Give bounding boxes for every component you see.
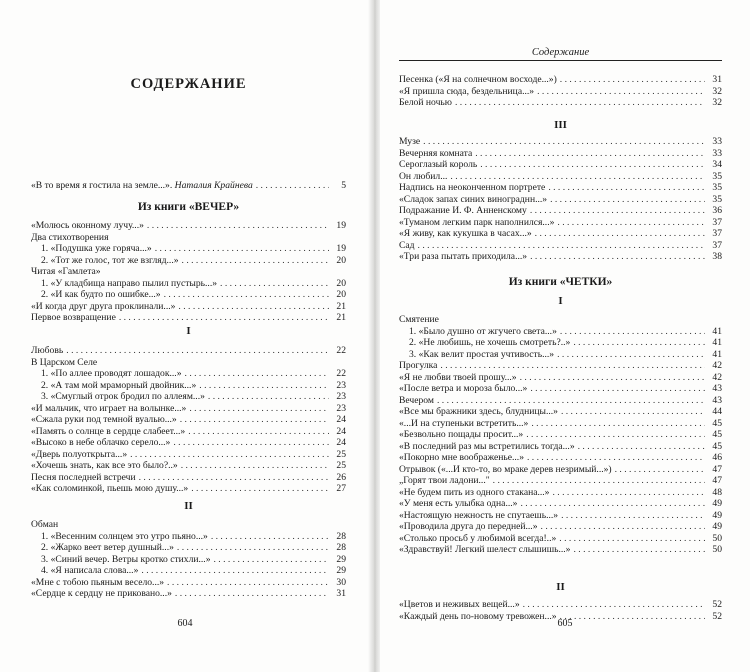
toc-entry <box>399 521 722 533</box>
toc-entry-page: 52 <box>712 610 722 622</box>
toc-entry <box>399 314 722 326</box>
dot-leader <box>208 391 329 403</box>
toc-entry <box>399 148 722 160</box>
toc-entry-title: «Молюсь оконному лучу...» <box>31 220 144 231</box>
dot-leader <box>119 312 329 324</box>
toc-entry-page: 31 <box>712 74 722 85</box>
toc-entry-page: 24 <box>336 414 346 425</box>
toc-entry-page: 43 <box>712 394 722 406</box>
toc-entry-title: «У меня есть улыбка одна...» <box>399 498 518 509</box>
toc-entry-title: Он любил... <box>399 170 448 182</box>
dot-leader <box>141 565 329 577</box>
toc-entry-title: Первое возвращение <box>31 312 116 323</box>
dot-leader <box>541 521 705 533</box>
dot-leader <box>180 414 329 426</box>
dot-leader <box>130 449 329 461</box>
dot-leader <box>527 452 705 464</box>
dot-leader <box>493 475 705 487</box>
toc-entry <box>31 368 346 380</box>
toc-entry-title: „Горят твои ладони..." <box>399 475 490 486</box>
toc-entry <box>31 542 346 554</box>
toc-entry <box>31 301 346 313</box>
dot-leader <box>573 337 705 349</box>
toc-entry <box>399 510 722 522</box>
toc-entry-page: 35 <box>712 182 722 193</box>
part-heading: I <box>558 295 563 307</box>
running-head: Содержание <box>399 47 722 61</box>
toc-entry-page: 30 <box>336 576 346 588</box>
dot-leader <box>573 544 705 556</box>
toc-entry-title: 1. «Весенним солнцем это утро пьяно...» <box>41 530 208 542</box>
dot-leader <box>214 554 330 566</box>
toc-entry-page: 42 <box>712 360 722 371</box>
toc-entry <box>399 228 722 240</box>
toc-entry <box>399 159 722 171</box>
toc-entry-title: Надпись на неоконченном портрете <box>399 182 546 193</box>
toc-entry-title: «И когда друг друга проклинали...» <box>31 300 176 312</box>
toc-entry <box>31 483 346 495</box>
dot-leader <box>560 326 705 338</box>
toc-entry-page: 35 <box>712 193 722 205</box>
toc-entry-title: «После ветра и мороза было...» <box>399 383 528 394</box>
dot-leader <box>185 368 329 380</box>
toc-entry-page: 23 <box>336 391 346 402</box>
dot-leader <box>175 588 329 600</box>
toc-entry-title: Песня последней встречи <box>31 471 136 483</box>
toc-entry-page: 19 <box>336 220 346 231</box>
toc-entry-page: 50 <box>712 532 722 544</box>
dot-leader <box>578 441 705 453</box>
toc-entry-page: 47 <box>712 463 722 475</box>
toc-entry-page: 33 <box>712 136 722 147</box>
toc-entry <box>31 403 346 415</box>
toc-entry <box>31 266 346 278</box>
dot-leader <box>423 136 705 148</box>
dot-leader <box>520 498 705 510</box>
toc-entry-page: 46 <box>712 452 722 463</box>
toc-entry <box>399 349 722 361</box>
toc-entry <box>31 531 346 543</box>
toc-entry-title: 2. «Жарко веет ветер душный...» <box>41 542 174 553</box>
toc-entry <box>31 554 346 566</box>
toc-entry-title: «Три раза пытать приходила...» <box>399 251 528 262</box>
toc-entry <box>399 136 722 148</box>
dot-leader <box>191 483 329 495</box>
toc-entry <box>399 171 722 183</box>
toc-entry-page: 49 <box>712 498 722 509</box>
dot-leader <box>557 349 705 361</box>
toc-entry-page: 19 <box>336 243 346 254</box>
dot-leader <box>189 403 329 415</box>
toc-entry-title: «Сладок запах синих винограднн...» <box>399 193 548 205</box>
toc-list-left-c <box>31 519 346 600</box>
toc-entry-page: 32 <box>712 85 722 97</box>
toc-entry-page: 36 <box>712 205 722 216</box>
toc-entry-title: Белой ночью <box>399 97 452 108</box>
toc-entry-title: Музе <box>399 136 421 147</box>
toc-entry-title: Прогулка <box>399 360 438 371</box>
intro-page: 5 <box>341 180 346 191</box>
toc-entry-title: Смятение <box>399 314 439 325</box>
dot-leader <box>199 380 329 392</box>
toc-entry <box>31 460 346 472</box>
dot-leader <box>530 383 705 395</box>
part-heading: II <box>184 500 193 512</box>
intro-entry <box>31 180 346 192</box>
dot-leader <box>480 159 705 171</box>
toc-entry <box>399 360 722 372</box>
toc-entry-title: «Цветов и неживых вещей...» <box>399 599 520 610</box>
toc-entry-page: 33 <box>712 147 722 159</box>
toc-entry-page: 31 <box>336 588 346 599</box>
toc-entry <box>31 345 346 357</box>
intro-author: Наталия Крайнева <box>174 180 253 191</box>
toc-entry-title: «Все мы бражники здесь, блудницы...» <box>399 406 558 417</box>
dot-leader <box>139 472 329 484</box>
dot-leader <box>560 74 705 86</box>
toc-entry <box>31 289 346 301</box>
dot-leader <box>537 86 705 98</box>
toc-list-right-c <box>399 314 722 556</box>
toc-entry <box>399 337 722 349</box>
toc-entry <box>399 205 722 217</box>
dot-leader <box>561 406 705 418</box>
toc-entry-title: «Я не любви твоей прошу...» <box>399 371 517 383</box>
toc-entry <box>399 251 722 263</box>
part-heading: III <box>554 119 567 131</box>
part-heading: II <box>556 581 565 593</box>
toc-entry-page: 25 <box>336 460 346 471</box>
toc-entry-title: 2. «И как будто по ошибке...» <box>41 289 161 300</box>
toc-entry <box>31 565 346 577</box>
toc-entry-page: 35 <box>712 170 722 182</box>
dot-leader <box>164 289 329 301</box>
toc-entry <box>399 464 722 476</box>
toc-entry-title: Песенка («Я на солнечном восходе...») <box>399 74 557 85</box>
toc-entry-title: «Как соломинкой, пьешь мою душу...» <box>31 483 189 494</box>
toc-entry <box>399 74 722 86</box>
toc-entry-title: 3. «Смуглый отрок бродил по аллеям...» <box>41 391 205 402</box>
toc-entry-page: 41 <box>712 337 722 348</box>
toc-entry <box>399 240 722 252</box>
toc-entry-page: 41 <box>712 325 722 337</box>
toc-entry <box>399 194 722 206</box>
toc-entry-title: Вечером <box>399 394 434 406</box>
dot-leader <box>155 243 329 255</box>
toc-entry-title: «Здравствуй! Легкий шелест слышишь...» <box>399 544 571 555</box>
toc-entry <box>31 357 346 369</box>
toc-entry <box>399 86 722 98</box>
toc-entry <box>399 599 722 611</box>
toc-entry <box>31 312 346 324</box>
toc-entry-title: Отрывок («...И кто-то, во мраке дерев незримый...») <box>399 463 612 475</box>
toc-entry-title: «Покорно мне воображенье...» <box>399 452 524 463</box>
toc-entry-title: Читая «Гамлета» <box>31 266 101 277</box>
toc-entry-title: «Не будем пить из одного стакана...» <box>399 486 550 498</box>
toc-list-left-a <box>31 220 346 324</box>
toc-entry-page: 37 <box>712 228 722 239</box>
dot-leader <box>557 217 705 229</box>
toc-entry <box>31 414 346 426</box>
toc-entry-title: «Я пришла сюда, бездельница...» <box>399 85 535 97</box>
toc-entry-page: 21 <box>336 300 346 312</box>
toc-entry <box>399 475 722 487</box>
toc-entry <box>31 449 346 461</box>
toc-entry-title: «Настоящую нежность не спутаешь...» <box>399 509 559 521</box>
toc-entry-page: 45 <box>712 429 722 440</box>
dot-leader <box>450 171 705 183</box>
toc-entry-title: «И мальчик, что играет на волынке...» <box>31 402 187 414</box>
dot-leader <box>520 372 705 384</box>
dot-leader <box>531 418 705 430</box>
toc-entry-title: 1. «Подушка уже горяча...» <box>41 243 152 254</box>
toc-entry-title: Два стихотворения <box>31 231 109 243</box>
toc-entry-title: «Сжала руки под темной вуалью...» <box>31 414 177 425</box>
dot-leader <box>535 228 705 240</box>
toc-entry-title: 1. «Было душно от жгучего света...» <box>409 325 557 337</box>
dot-leader <box>167 577 329 589</box>
dot-leader <box>66 345 329 357</box>
toc-entry-page: 52 <box>712 599 722 610</box>
toc-entry-page: 48 <box>712 486 722 498</box>
toc-entry <box>31 426 346 438</box>
right-page <box>380 0 750 672</box>
toc-entry <box>399 97 722 109</box>
toc-entry <box>31 232 346 244</box>
toc-entry <box>31 472 346 484</box>
toc-entry-title: Вечерняя комната <box>399 147 473 159</box>
left-page <box>0 0 370 672</box>
dot-leader <box>530 205 705 217</box>
toc-entry-page: 44 <box>712 406 722 417</box>
toc-entry-title: «Проводила друга до передней...» <box>399 521 538 532</box>
toc-entry-title: «...И на ступеньки встретить...» <box>399 417 529 429</box>
toc-entry <box>399 217 722 229</box>
toc-entry <box>399 544 722 556</box>
toc-entry-page: 27 <box>336 483 346 494</box>
toc-entry <box>31 588 346 600</box>
toc-entry-page: 32 <box>712 97 722 108</box>
toc-entry-page: 28 <box>336 542 346 553</box>
toc-entry-title: 4. «Я написала слова...» <box>41 565 139 576</box>
section-title-vecher: Из книги «ВЕЧЕР» <box>137 201 240 213</box>
toc-entry-page: 29 <box>336 553 346 565</box>
intro-text: «В то время я гостила на земле...». <box>31 180 173 191</box>
toc-entry <box>399 498 722 510</box>
toc-entry <box>31 391 346 403</box>
toc-entry-title: Сероглазый король <box>399 159 478 170</box>
toc-entry <box>399 372 722 384</box>
toc-entry-title: Сад <box>399 239 415 251</box>
toc-entry-title: «Безвольно пощады просит...» <box>399 429 524 440</box>
toc-list-right-b <box>399 136 722 263</box>
toc-entry <box>31 255 346 267</box>
toc-entry-page: 47 <box>712 475 722 486</box>
toc-entry-page: 24 <box>336 425 346 437</box>
toc-entry-title: «Дверь полуоткрыта...» <box>31 448 128 460</box>
toc-entry-title: 1. «По аллее проводят лошадок...» <box>41 368 182 379</box>
dot-leader <box>418 240 705 252</box>
dot-leader <box>188 426 329 438</box>
dot-leader <box>552 487 705 499</box>
toc-entry-title: 3. «Как велит простая учтивость...» <box>409 348 555 360</box>
toc-entry-page: 20 <box>336 254 346 266</box>
toc-entry-page: 20 <box>336 289 346 300</box>
dot-leader <box>182 255 329 267</box>
page-title: СОДЕРЖАНИЕ <box>130 76 247 92</box>
dot-leader <box>147 220 329 232</box>
toc-entry-page: 49 <box>712 509 722 521</box>
toc-entry-title: 1. «У кладбища направо пылил пустырь...» <box>41 277 218 289</box>
toc-entry-title: «Мне с тобою пьяным весело...» <box>31 576 165 588</box>
dot-leader <box>550 194 705 206</box>
toc-entry <box>31 220 346 232</box>
toc-entry-title: «Столько просьб у любимой всегда!..» <box>399 532 557 544</box>
dot-leader <box>526 429 705 441</box>
toc-entry <box>399 395 722 407</box>
toc-entry-page: 26 <box>336 471 346 483</box>
toc-entry-page: 45 <box>712 440 722 452</box>
dot-leader <box>440 360 705 372</box>
toc-entry <box>31 437 346 449</box>
toc-entry-page: 43 <box>712 383 722 394</box>
toc-entry-title: 2. «Тот же голос, тот же взгляд...» <box>41 254 179 266</box>
toc-entry-page: 38 <box>712 251 722 262</box>
toc-entry-title: 2. «А там мой мраморный двойник...» <box>41 379 197 391</box>
toc-entry-page: 34 <box>712 159 722 170</box>
dot-leader <box>211 531 329 543</box>
section-title-chetki: Из книги «ЧЕТКИ» <box>508 276 613 288</box>
part-heading: I <box>186 325 191 337</box>
toc-entry-page: 41 <box>712 348 722 360</box>
toc-entry-page: 45 <box>712 417 722 429</box>
toc-entry-title: «Я живу, как кукушка в часах...» <box>399 228 532 239</box>
toc-entry-page: 28 <box>336 530 346 542</box>
toc-entry-title: «Память о солнце в сердце слабеет...» <box>31 425 186 437</box>
dot-leader <box>173 437 329 449</box>
toc-entry <box>399 182 722 194</box>
toc-entry-page: 42 <box>712 371 722 383</box>
toc-entry-page: 23 <box>336 402 346 414</box>
dot-leader <box>220 278 329 290</box>
toc-entry-title: «В последний раз мы встретились тогда...» <box>399 440 575 452</box>
toc-entry <box>399 383 722 395</box>
toc-entry-page: 50 <box>712 544 722 555</box>
dot-leader <box>475 148 705 160</box>
toc-entry-title: «Хочешь знать, как все это было?..» <box>31 460 178 471</box>
dot-leader <box>181 460 329 472</box>
toc-entry-page: 29 <box>336 565 346 576</box>
toc-entry-page: 37 <box>712 239 722 251</box>
toc-entry-title: Любовь <box>31 345 64 356</box>
toc-entry <box>399 406 722 418</box>
dot-leader <box>548 182 705 194</box>
toc-entry-page: 22 <box>336 345 346 356</box>
toc-entry <box>399 441 722 453</box>
page-number: 604 <box>177 618 193 629</box>
dot-leader <box>523 599 705 611</box>
toc-entry <box>31 243 346 255</box>
toc-entry-page: 24 <box>336 437 346 448</box>
toc-entry <box>399 326 722 338</box>
toc-entry-title: «Сердце к сердцу не приковано...» <box>31 588 172 599</box>
toc-entry <box>399 452 722 464</box>
toc-entry-title: 2. «Не любишь, не хочешь смотреть?..» <box>409 337 571 348</box>
toc-entry-title: Обман <box>31 519 59 530</box>
toc-entry-page: 21 <box>336 312 346 323</box>
page-number: 605 <box>557 618 573 629</box>
toc-list-right-a <box>399 74 722 109</box>
dot-leader <box>559 533 705 545</box>
toc-entry-page: 20 <box>336 277 346 289</box>
toc-entry-title: «Высоко в небе облачко серело...» <box>31 437 171 448</box>
toc-entry-title: «Туманом легким парк наполнился...» <box>399 216 555 228</box>
toc-entry <box>399 487 722 499</box>
toc-entry <box>31 380 346 392</box>
toc-entry <box>31 519 346 531</box>
toc-entry <box>31 577 346 589</box>
toc-entry-title: Подражание И. Ф. Анненскому <box>399 205 527 216</box>
toc-entry <box>399 429 722 441</box>
toc-list-left-b <box>31 345 346 495</box>
toc-entry-title: «Каждый день по-новому тревожен...» <box>399 610 557 622</box>
toc-entry-title: 3. «Синий вечер. Ветры кротко стихли...» <box>41 553 211 565</box>
toc-entry-page: 22 <box>336 368 346 379</box>
toc-entry-page: 49 <box>712 521 722 532</box>
toc-entry-page: 25 <box>336 448 346 460</box>
toc-entry <box>399 533 722 545</box>
toc-entry-page: 23 <box>336 379 346 391</box>
dot-leader <box>615 464 705 476</box>
toc-entry <box>31 278 346 290</box>
dot-leader <box>455 97 705 109</box>
toc-entry-title: В Царском Селе <box>31 356 98 368</box>
dot-leader <box>178 301 329 313</box>
dot-leader <box>437 395 705 407</box>
dot-leader <box>561 510 705 522</box>
toc-entry <box>399 418 722 430</box>
dot-leader <box>530 251 705 263</box>
toc-entry-page: 37 <box>712 216 722 228</box>
dot-leader <box>177 542 329 554</box>
